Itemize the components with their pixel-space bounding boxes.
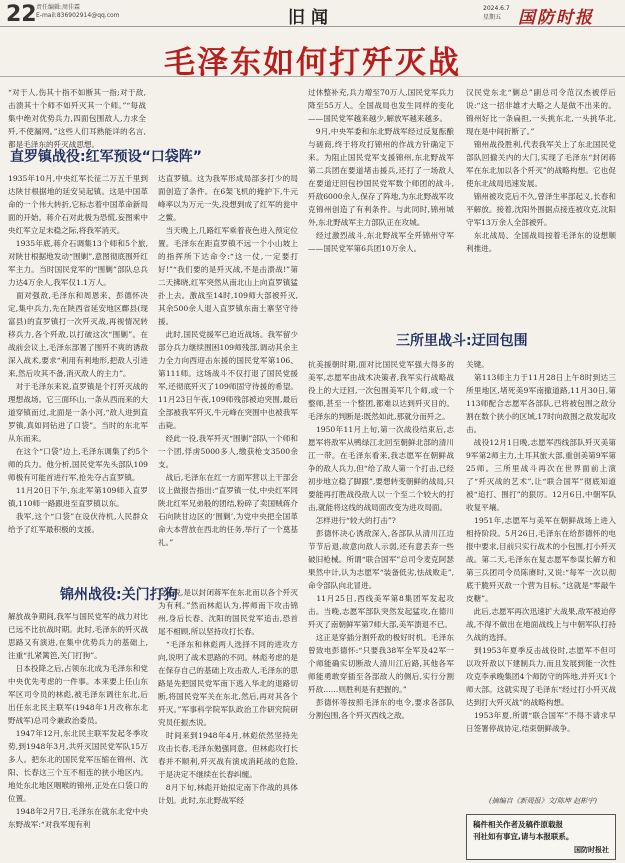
weekday-text: 星期五 bbox=[483, 14, 502, 21]
page-number: 22 bbox=[6, 2, 37, 27]
title-divider bbox=[0, 76, 625, 77]
section1-column1: 1935年10月,中央红军长征二万五千里到达陕甘根据地的延安吴起镇。这是中国革命的一个伟大转折,它标志着中国革命新局面的开始。蒋介石对此极为恐慌,妄图乘中央红军立足未稳之际,将我军消灭。 1935年底,蒋介石调集13个师和5个旅,对陕甘根据地发动“围剿”,意图彻底围歼红军主力。当时国民党军的“围剿”部队总兵力达4万余人,我军仅1.1万人。 面对强敌,毛泽东和周恩来、彭德怀决定,集中兵力,先在陕西省延安地区鄜县(现富县)的直罗镇打一次歼灭战,再视情况转移兵力,各个歼敌,以打破这次“围剿”。在战前会议上,毛泽东部署了围歼不爽的诱敌深入战术,要求“利用有利地形,把敌人引进来,然后攻其不备,消灭敌人的主力”。 对于毛泽东来说,直罗镇是个打歼灭战的理想战场。它三面环山,一条从西而来的大道穿镇而过,北面是一条小河,“敌人进到直罗镇,真如同钻进了口袋”。当时的东北军从东而来。 在这个“口袋”边上,毛泽东调集了约5个师的兵力。他分析,国民党军先头部队109师极有可能首进行军,抢先夺占直罗镇。 11月20日下午,东北军第109师入直罗镇,110师一路跟进至直罗镇以东。 我军,这个“口袋”在设伏待机,人民群众给予了红军最积极的支援。 bbox=[8, 174, 148, 534]
section-name: 旧闻 bbox=[288, 8, 334, 28]
issue-date bbox=[483, 4, 510, 22]
article-title: 毛泽东如何打歼灭战 bbox=[164, 45, 461, 81]
section1-heading: 直罗镇战役:红军预设“口袋阵” bbox=[10, 149, 203, 165]
editor-info bbox=[36, 4, 120, 20]
article-intro: “对于人,伤其十指不如断其一指;对于敌,击溃其十个师不如歼灭其一个师。”“每战集中绝对优势兵力,四面包围敌人,力求全歼,不使漏网。”这些人们耳熟能详的名言,都是毛泽东的歼灭战思想。 bbox=[8, 88, 146, 149]
section2-column3: 过休整补充,兵力增至70万人,国民党军兵力降至55万人。全国战局也发生同样的变化——国民党军越来越少,解放军越来越多。 9月,中央军委和东北野战军经过反复酝酿与磋商,终于将攻打锦州的作战方针确定下来。为阻止国民党军支援锦州,东北野战军第二兵团在要道堵击援兵,还打了一场敌人在要道迂回包抄国民党军数个师团的战斗,歼敌6000余人,保存了阵地,为东北野战军攻克锦州创造了有利条件。与此同时,锦州城外,东北野战军主力部队正在攻城。 经过激烈战斗,东北野战军全歼锦州守军——国民党军第6兵团10万余人。 bbox=[308, 88, 454, 253]
masthead-logo: 国防时报 bbox=[518, 8, 594, 28]
header-divider bbox=[0, 26, 625, 27]
section1-column2: 达直罗镇。这为我军形成局部多打少的局面创造了条件。在6架飞机的掩护下,牛元峰率以为万元一失,没想到成了红军的瓮中之鳖。 当天晚上,几路红军乘着夜色进入预定位置。毛泽东在距直罗镇不远一个小山坡上的指挥所下达命令:“这一仗,一定要打好!”“我们要的是歼灭战,不是击溃战!”第二天拂晓,红军突然从南北山上向直罗镇猛扑上去。激战至14时,109师大部被歼灭,其余500余人退入直罗镇东南土寨坚守待援。 此时,国民党援军已迫近战场。我军留少部分兵力继续围困109师残部,调动其余主力全力向西迎击东援的国民党军第106、第111师。这场战斗不仅打退了国民党援军,还彻底歼灭了109师固守待援的希望。11月23日午夜,109师残部被迫突围,最后全部被我军歼灭,牛元峰在突围中也被我军击毙。 经此一役,我军歼灭“围剿”部队一个师和一个团,俘虏5000多人,缴获枪支3500余支。 战后,毛泽东在红一方面军营以上干部会议上做报告指出:“直罗镇一仗,中央红军同陕北红军兄弟般的团结,粉碎了卖国贼蒋介石向陕甘边区的‘围剿’,为党中央把全国革命大本营放在西北的任务,举行了一个奠基礼。” bbox=[158, 174, 298, 547]
date-text: 2024.6.7 bbox=[483, 5, 510, 12]
section2-column4: 汉民党东北“剿总”副总司令范汉杰被俘后说:“这一招非雄才大略之人是做不出来的。锦州好比一条扁担,一头挑东北,一头挑华北,现在是中间折断了。” 锦州战役胜利,代表我军关上了东北国民党部队回撤关内的大门,实现了毛泽东“封闭蒋军在东北加以各个歼灭”的战略构想。它也促使东北战局迅速发展。 锦州被攻克后不久,曾泽生率部起义,长春和平解放。接着,沈阳外围据点接连被攻克,沈阳守军13万余人全部被歼。 东北战局、全国战局按着毛泽东的设想顺利推进。 bbox=[466, 88, 616, 253]
section2-column1: 解放战争期间,我军与国民党军的战力对比已远不比抗战时期。此时,毛泽东的歼灭战思路又有演进,在集中优势兵力的基础上,注重“扎紧篱笆,关门打狗”。 日本投降之后,占领东北成为毛泽东和党中央优先考虑的一件事。本来要上任山东军区司令员的林彪,被毛泽东调往东北,后出任东北民主联军(1948年1月改称东北野战军)总司令兼政治委员。 1947年12月,东北民主联军发起冬季攻势,到1948年3月,共歼灭国民党军队15万多人。把东北的国民党军压缩在锦州、沈阳、长春这三个互不相连的狭小地区内。地处东北地区咽喉的锦州,正处在口袋口的位置。 1948年2月7日,毛泽东在就东北党中央东野战军:“对我军现有利 bbox=[8, 612, 148, 829]
section3-column2: 关键。 第113师主力于11月28日上午8时到达三所里地区,堵死美9军南撤道路,11月30日,第113师配合志愿军各部队,已将被包围之敌分割在数个狭小的区域,17时向敌围之敌发起攻击。 战役12月1日晚,志愿军西线部队歼灭美第9军第2师主力,土耳其旅大部,重创美第9军第25师。三所里战斗再次在世界面前上演了“歼灭战的艺术”,让“联合国军”彻底知道被“追打、围打”的狠厉。12月6日,中朝军队收复平壤。 1951年,志愿军与美军在朝鲜战场上进入相持阶段。5月26日,毛泽东在给彭德怀的电报中要求,目前只实行战术的小包围,打小歼灭战。第二天,毛泽东在复志愿军参谋长解方和第三兵团司令员陈赓时,又说:“每军一次以彻底干脆歼灭敌一个营为目标。”这就是“零敲牛皮糖”。 此后,志愿军再次迅速扩大战果,敌军被迫停战,不得不做出在地面战线上与中朝军队打持久战的选择。 到1953年夏季反击战役时,志愿军不但可以攻歼敌以下建制兵力,而且发展到能一次性攻克李承晚集团4个师防守的阵地,并歼灭1个师大部。这就实现了毛泽东“经过打小歼灭战达到打大歼灭战”的战略构想。 1953年夏,所谓“联合国军”不得不请求早日签署停战协定,结束朝鲜战争。 bbox=[466, 360, 616, 733]
notice-line1: 稿件相关作者及稿件原载报 bbox=[473, 820, 563, 829]
notice-box bbox=[466, 814, 616, 860]
section2-heading: 锦州战役:关门打狗 bbox=[60, 587, 178, 603]
notice-signature: 国防时报社 bbox=[574, 846, 609, 854]
source-credit: (摘编自《新周报》文/陈坤 赵彬宇) bbox=[488, 797, 598, 805]
section3-heading: 三所里战斗:迂回包围 bbox=[396, 333, 528, 349]
notice-line2: 刊社如有事宜,请与本报联系。 bbox=[473, 832, 574, 841]
editor-name: 责任编辑:周佳霖 bbox=[36, 4, 81, 11]
editor-email: E-mail:836902914@qq.com bbox=[36, 12, 120, 19]
section2-column2: 益来说,是以封闭蒋军在东北而以各个歼灭为有利。”然而林彪认为,挥师南下攻击锦州,身后长春、沈阳的国民党军追击,恐首尾不相顾,所以坚持攻打长春。 “毛泽东和林彪两人选择不同的进攻方向,说明了战术思路的不同。林彪考虑的是在保存自己的基础上攻击敌人,毛泽东的思路是先把国民党军南下逃入华北的退路切断,将国民党军关在东北,然后,再对其各个歼灭。”军事科学院军队政治工作研究院研究员任振杰说。 时间来到1948年4月,林彪依然坚持先攻击长春,毛泽东勉强同意。但林彪攻打长春并不顺利,歼灭战有演成消耗战的危险,于是决定不继续在长春纠缠。 8月下旬,林彪开始拟定南下作战的具体计划。此时,东北野战军经 bbox=[158, 588, 298, 805]
section3-column1: 抗美援朝时期,面对比国民党军强大得多的美军,志愿军由战术决策者,我军实行战略战役上的大迂回,一次包围美军几个师,或一个整师,甚至一个整团,都难以达到歼灭目的。毛泽东的判断是:既然如此,那就分而歼之。 1950年11月上旬,第一次战役结束后,志愿军将敌军从鸭绿江北回至朝鲜北部的清川江一带。在毛泽东看来,我志愿军在朝鲜战争的敌人兵力,但“给了敌人第一个打击,已经初步地立稳了脚跟”,要想转变朝鲜的战局,只要能再打胜战役敌人以一个至二个较大的打击,就能将这线的战局面改变为进攻局面。 怎样进行“较大的打击”? 彭德怀决心诱敌深入,各部队从清川江边节节后退,故意向敌人示弱,还有意丢弃一些破旧枪械。所谓“联合国军”总司令麦克阿瑟果然中计,认为志愿军“装备低劣,怯战败走”,命令部队向北冒进。 11月25日,西线美军第8集团军发起攻击。当晚,志愿军部队突然发起猛攻,在德川歼灭了南朝鲜军第7师大部,美军溃退不已。 这正是穿插分割歼敌的极好时机。毛泽东曾致电彭德怀:“只要我38军全军及42军一个师能确实切断敌人清川江后路,其他各军师能勇敢穿插至各部敌人的侧后,实行分割歼敌……则胜利是有把握的。” 彭德怀等按照毛泽东的电令,要求各部队分割包围,各个歼灭西线之敌。 bbox=[308, 360, 454, 720]
